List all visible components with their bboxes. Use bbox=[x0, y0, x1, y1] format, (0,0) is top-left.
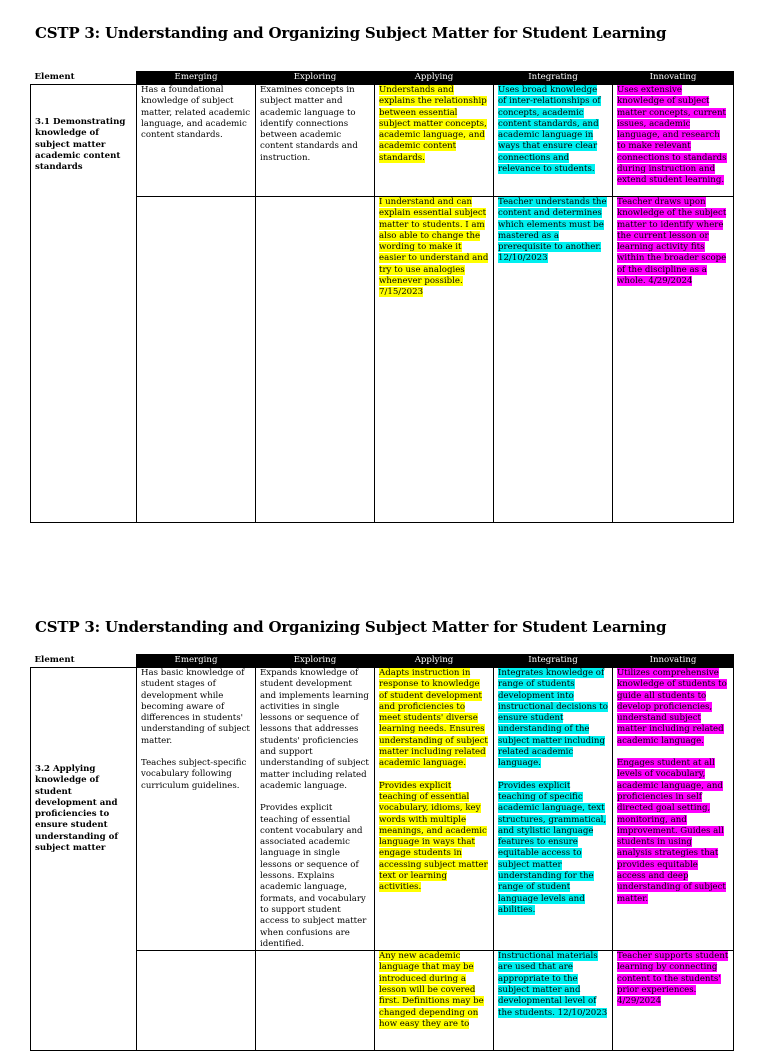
descriptor-text: Utilizes comprehensive knowledge of students to guide all students to develop proficiencies, understand subject matter including related academic language. bbox=[617, 668, 727, 746]
header-exploring: Exploring bbox=[256, 655, 375, 668]
descriptor-text: Provides explicit teaching of essential content vocabulary and associated academic language in single lessons or sequence of lessons. Explains academic language, formats, and vocabulary to support student access to subject matter when confusions are identified. bbox=[260, 803, 367, 949]
descriptor-emerging bbox=[137, 668, 256, 951]
header-applying: Applying bbox=[375, 655, 494, 668]
descriptor-text: Expands knowledge of student development and implements learning activities in single lessons or sequence of lessons that addresses students' proficiencies and support understanding of subject matter including related academic language. bbox=[260, 668, 369, 791]
descriptor-text: Examines concepts in subject matter and academic language to identify connections between academic content standards and instruction. bbox=[260, 85, 358, 163]
descriptor-text: Has a foundational knowledge of subject matter, related academic language, and academic content standards. bbox=[141, 85, 251, 141]
descriptor-applying bbox=[375, 668, 494, 951]
header-exploring: Exploring bbox=[256, 72, 375, 85]
page-title-1: CSTP 3: Understanding and Organizing Subject Matter for Student Learning bbox=[35, 24, 667, 42]
descriptor-innovating bbox=[613, 668, 734, 951]
descriptor-text: Uses broad knowledge of inter-relationships of concepts, academic content standards, and academic language in ways that ensure clear connections and relevance to students. bbox=[498, 85, 601, 175]
evidence-innovating[interactable] bbox=[613, 197, 734, 523]
descriptor-text: Adapts instruction in response to knowledge of student development and proficiencies to meet students' diverse learning needs. Ensures understanding of subject matter including related academic language. bbox=[379, 668, 488, 769]
evidence-innovating[interactable] bbox=[613, 951, 734, 1051]
descriptor-exploring bbox=[256, 85, 375, 197]
evidence-applying[interactable] bbox=[375, 951, 494, 1051]
evidence-emerging[interactable] bbox=[137, 951, 256, 1051]
descriptor-text: Has basic knowledge of student stages of development while becoming aware of differences in students' understanding of subject matter. bbox=[141, 668, 250, 746]
evidence-exploring[interactable] bbox=[256, 197, 375, 523]
evidence-text: I understand and can explain essential subject matter to students. I am also able to change the wording to make it easier to understand and try to use analogies whenever possible. 7/15/2023 bbox=[379, 197, 489, 298]
descriptor-applying bbox=[375, 85, 494, 197]
descriptor-text: Uses extensive knowledge of subject matter concepts, current issues, academic language, and research to make relevant connections to standards during instruction and extend student learning. bbox=[617, 85, 727, 186]
header-applying: Applying bbox=[375, 72, 494, 85]
evidence-exploring[interactable] bbox=[256, 951, 375, 1051]
header-emerging: Emerging bbox=[137, 72, 256, 85]
evidence-text: Any new academic language that may be introduced during a lesson will be covered first. Definitions may be changed depending on how easy they are to bbox=[379, 951, 484, 1029]
evidence-integrating[interactable] bbox=[494, 951, 613, 1051]
element-cell bbox=[31, 668, 137, 1051]
header-integrating: Integrating bbox=[494, 72, 613, 85]
evidence-integrating[interactable] bbox=[494, 197, 613, 523]
descriptor-integrating bbox=[494, 668, 613, 951]
descriptor-exploring bbox=[256, 668, 375, 951]
descriptor-emerging bbox=[137, 85, 256, 197]
descriptor-innovating bbox=[613, 85, 734, 197]
descriptor-row bbox=[31, 668, 734, 951]
evidence-text: Teacher understands the content and determines which elements must be mastered as a prerequisite to another. 12/10/2023 bbox=[498, 197, 607, 264]
element-header: Element bbox=[31, 72, 137, 85]
descriptor-text: Teaches subject-specific vocabulary following curriculum guidelines. bbox=[141, 758, 247, 791]
descriptor-text: Understands and explains the relationship between essential subject matter concepts, academic language, and academic content standards. bbox=[379, 85, 487, 163]
descriptor-integrating bbox=[494, 85, 613, 197]
evidence-emerging[interactable] bbox=[137, 197, 256, 523]
element-header: Element bbox=[31, 655, 137, 668]
evidence-text: Teacher supports student learning by connecting content to the students' prior experiences. 4/29/2024 bbox=[617, 951, 729, 1007]
element-cell bbox=[31, 85, 137, 523]
evidence-text: Instructional materials are used that are appropriate to the subject matter and developmental level of the students. 12/10/2023 bbox=[498, 951, 608, 1018]
header-innovating: Innovating bbox=[613, 72, 734, 85]
evidence-applying[interactable] bbox=[375, 197, 494, 523]
page-title-2: CSTP 3: Understanding and Organizing Subject Matter for Student Learning bbox=[35, 618, 667, 636]
header-row bbox=[31, 655, 734, 668]
evidence-row bbox=[31, 951, 734, 1051]
descriptor-text: Provides explicit teaching of essential vocabulary, idioms, key words with multiple meanings, and academic language in ways that engage students in accessing subject matter text or learning activities. bbox=[379, 780, 488, 893]
header-row bbox=[31, 72, 734, 85]
evidence-row bbox=[31, 197, 734, 523]
rubric-section-1 bbox=[30, 71, 733, 523]
header-integrating: Integrating bbox=[494, 655, 613, 668]
descriptor-row bbox=[31, 85, 734, 197]
element-name: 3.1 Demonstrating knowledge of subject matter academic content standards bbox=[35, 117, 126, 173]
rubric-table-2 bbox=[30, 654, 734, 1051]
rubric-section-2 bbox=[30, 654, 733, 1051]
evidence-text: Teacher draws upon knowledge of the subject matter to identify where the current lesson or learning activity fits within the broader scope of the discipline as a whole. 4/29/2024 bbox=[617, 197, 727, 287]
rubric-table-1 bbox=[30, 71, 734, 523]
descriptor-text: Provides explicit teaching of specific academic language, text structures, grammatical, and stylistic language features to ensure equitable access to subject matter understanding for the range of student language levels and abilities. bbox=[498, 780, 607, 915]
header-emerging: Emerging bbox=[137, 655, 256, 668]
descriptor-text: Engages student at all levels of vocabulary, academic language, and proficiencies in self directed goal setting, monitoring, and improvement. Guides all students in using analysis strategies that provides equitable access and deep understanding of subject matter. bbox=[617, 758, 726, 904]
element-name: 3.2 Applying knowledge of student development and proficiencies to ensure student understanding of subject matter bbox=[35, 764, 119, 854]
descriptor-text: Integrates knowledge of range of students development into instructional decisions to ensure student understanding of the subject matter including related academic language. bbox=[498, 668, 608, 769]
header-innovating: Innovating bbox=[613, 655, 734, 668]
